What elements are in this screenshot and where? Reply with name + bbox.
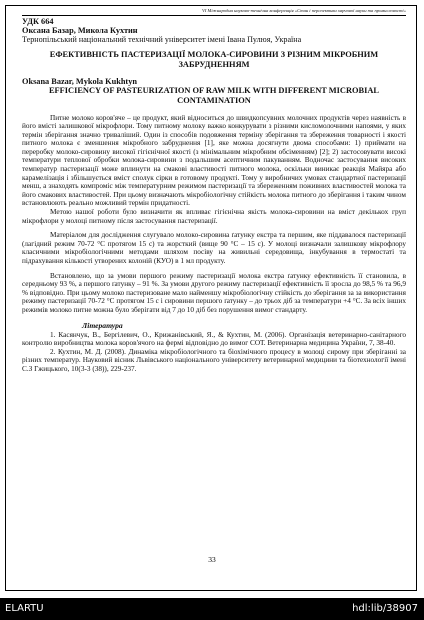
body-paragraph: Питне молоко коров'яче – це продукт, який відноситься до швидкопсувних молочних продуктів через наявність в його вмісті залишкової мікрофлори. Тому питному молоку важко конкурувати з різними кисломолочними напоями, у яких термін зберігання значно триваліший. Один із способів подовження терміну зберігання та збереження товарності і якості питного молока є зменшення мікробного забруднення [1], яке можна досягнути двома способами: 1) приймати на переробку молоко-сировину високої гігієнічної якості (з мінімальним мікробним обсіменням) [2]; 2) застосовувати високі температури теплової обробки молока-сировини з подальшим асептичним пакуванням. Водночас застосування високих температур пастеризації може вплинути на смакові властивості питного молока, оскільки виникає реакція Майяра або карамелізація і збільшується вміст сполук сірки в готовому продукті. Тому у виробничих умовах стандартної пастеризації менш, а знаходять компроміс між температурним режимом пастеризації та збереженням поживних властивостей молока та його смакових властивостей. При цьому визначають мікробіологічну стійкість молока питного до зберігання і таким чином встановлюють реально можливий термін придатності. (22, 113, 406, 208)
literature-heading: Література (82, 320, 123, 330)
handle-id: hdl:lib/38907 (352, 603, 418, 614)
reference-item: 2. Кухтин, М. Д. (2008). Динаміка мікробіологічного та біохімічного процесу в молоці сирому при зберіганні за різних температур. Науковий вісник Львівського національного університету ветеринарної медицини та біотехнології імені С.З Гжицького, 10(3-3 (38)), 229-237. (22, 347, 406, 373)
footer-bar (0, 598, 424, 620)
authors-en: Oksana Bazar, Mykola Kukhtyn (22, 76, 137, 86)
page-content (22, 8, 406, 374)
reference-item: 1. Касянчук, В., Бергілевич, О., Крижанівський, Я., & Кухтин, М. (2006). Організація ветеринарно-санітарного контролю виробництва молока коров'ячого на фермі відповідно до вимог СОТ. Ветеринарна медицина України, 7, 38-40. (22, 330, 406, 348)
authors-ua: Оксана Базар, Микола Кухтин (22, 25, 138, 35)
body-paragraph: Матеріалом для дослідження слугувало молоко-сировина ґатунку екстра та першим, яке піддавалося пастеризації (лагідний режим 70-72 °С протягом 15 с) та жорсткий (вище 90 °С – 15 с). У молоці визначали залишкову мікрофлору класичними мікробіологічними методами шляхом посіву на живильні середовища, інкубування в термостаті та підрахування кількості утворених колоній (КУО) в 1 мл продукту. (22, 231, 406, 265)
affiliation: Тернопільський національний технічний університет імені Івана Пулюя, Україна (22, 34, 302, 44)
repository-label: ELARTU (5, 603, 44, 614)
title-ua: ЕФЕКТИВНІСТЬ ПАСТЕРИЗАЦІЇ МОЛОКА-СИРОВИНИ З РІЗНИМ МІКРОБНИМ ЗАБРУДНЕННЯМ (49, 49, 379, 69)
conference-header: VI Міжнародна науково-технічна конференція «Стан і перспективи харчової науки та промисловості» (22, 8, 406, 16)
body-paragraph: Метою нашої роботи було визначити як впливає гігієнічна якість молока-сировини на вміст декількох груп мікрофлори у молоці питному після застосування пастеризації. (22, 208, 406, 225)
udk-code: УДК 664 (22, 16, 54, 26)
title-en: EFFICIENCY OF PASTEURIZATION OF RAW MILK WITH DIFFERENT MICROBIAL CONTAMINATION (48, 85, 380, 105)
page-number: 33 (208, 555, 216, 564)
body-paragraph: Встановлено, що за умови першого режиму пастеризації молока екстра ґатунку ефективність її становила, в середньому 93 %, а першого ґатунку – 91 %. За умови другого режиму пастеризації ефективність її зросла до 98,5 % та 96,9 % відповідно. При цьому молоко пастеризоване мало найменшу мікробіологічну стійкість до зберігання за за використання режиму пастеризації 70-72 °С протягом 15 с і сировини першого ґатунку – до трьох діб за температури +4 °С. За всіх інших режимів молоко питне можна було зберігати від 7 до 10 діб без порушення вимог стандарту. (22, 271, 406, 314)
